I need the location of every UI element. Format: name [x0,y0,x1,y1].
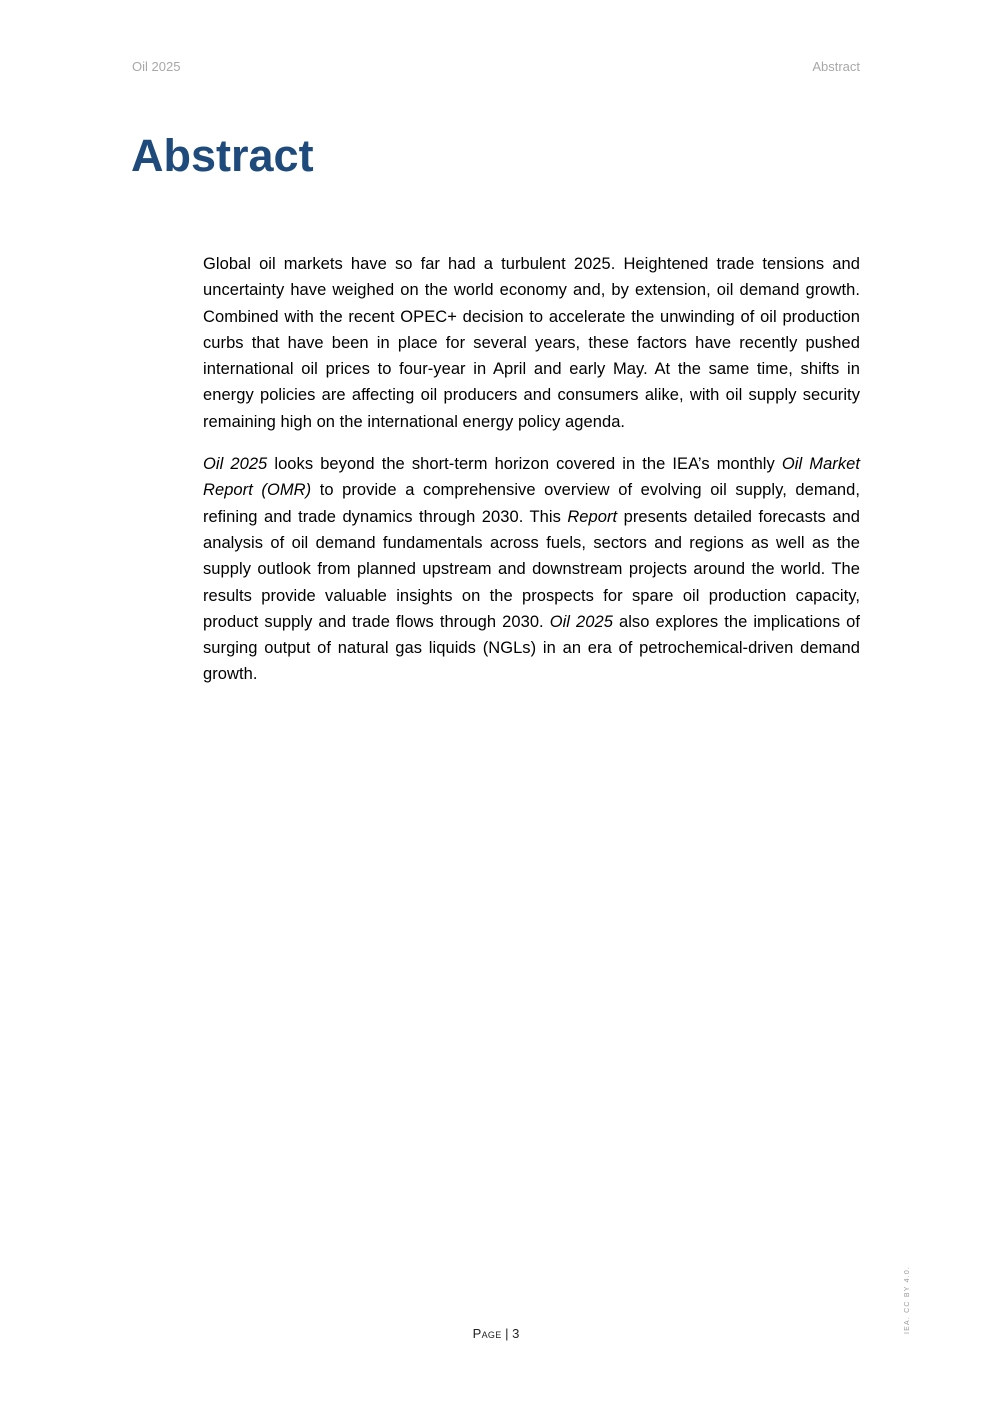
page-number: 3 [512,1326,520,1341]
paragraph-text: presents detailed forecasts and analysis of oil demand fundamentals across fuels, sectors and regions as well as the supply outlook from planned upstream and downstream projects around the world. The results provide valuable insights on the prospects for spare oil production capacity, product supply and trade flows through 2030. [203,507,860,631]
paragraph-text: also explores the implications of surging output of natural gas liquids (NGLs) in an era of petrochemical-driven demand growth. [203,612,860,684]
abstract-paragraph-2 [203,451,860,688]
omr-name-italic: Oil Market Report (OMR) [203,455,860,500]
license-notice: IEA. CC BY 4.0. [904,1265,911,1334]
page-label: Page [472,1326,502,1341]
report-name-italic: Oil 2025 [203,455,268,474]
running-header-report-title: Oil 2025 [132,59,181,74]
running-header-section: Abstract [812,59,860,74]
abstract-body [203,251,860,704]
page-separator: | [501,1326,513,1341]
page-footer [0,1326,992,1342]
report-word-italic: Report [567,507,618,526]
paragraph-text: looks beyond the short-term horizon covered in the IEA’s monthly [267,455,782,474]
paragraph-text: to provide a comprehensive overview of evolving oil supply, demand, refining and trade dynamics through 2030. This [203,481,860,526]
abstract-paragraph-1: Global oil markets have so far had a turbulent 2025. Heightened trade tensions and uncertainty have weighed on the world economy and, by extension, oil demand growth. Combined with the recent OPEC+ decision to accelerate the unwinding of oil production curbs that have been in place for several years, these factors have recently pushed international oil prices to four-year in April and early May. At the same time, shifts in energy policies are affecting oil producers and consumers alike, with oil supply security remaining high on the international energy policy agenda. [203,255,860,431]
page-title: Abstract [131,130,314,181]
report-name-italic: Oil 2025 [549,612,613,631]
